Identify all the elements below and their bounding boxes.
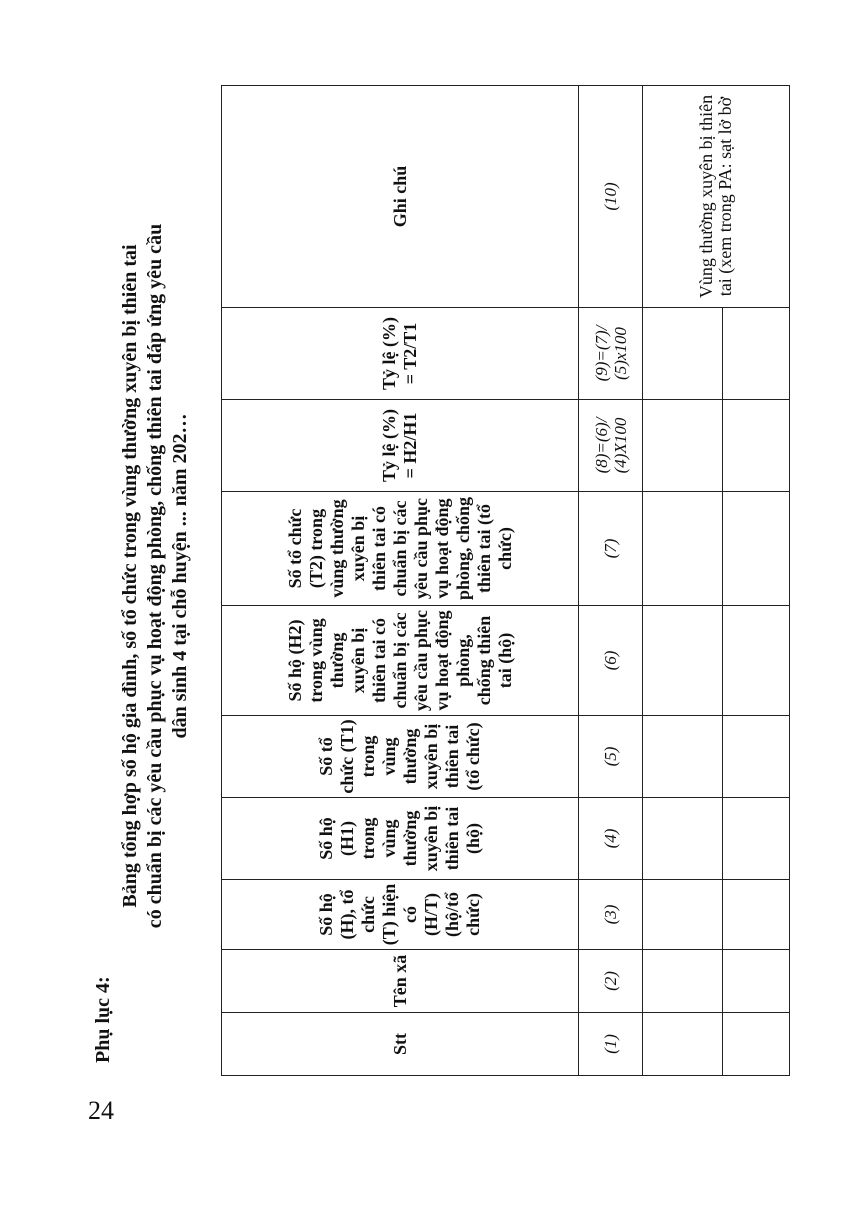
column-index: (4) [579, 798, 643, 880]
column-index: (9)=(7)/ (5)x100 [579, 308, 643, 400]
table-cell [723, 492, 790, 606]
column-index: (6) [579, 606, 643, 716]
table-row [643, 86, 723, 1076]
header-commune-name: Tên xã [222, 950, 579, 1013]
table-cell [723, 950, 790, 1013]
column-index-row [579, 86, 643, 1076]
title-line: Bảng tổng hợp số hộ gia đình, số tổ chức trong vùng thường xuyên bị thiên tai [119, 244, 141, 908]
column-index: (10) [579, 86, 643, 308]
header-notes: Ghi chú [222, 86, 579, 308]
header-ratio-h2-h1: Tỷ lệ (%) = H2/H1 [222, 400, 579, 492]
column-index: (3) [579, 880, 643, 950]
appendix-label: Phụ lục 4: [92, 976, 114, 1063]
header-total-households-orgs: Số hộ (H), tổ chức (T) hiện có (H/T) (hộ/tổ chức) [222, 880, 579, 950]
table-cell [643, 400, 723, 492]
table-cell [643, 950, 723, 1013]
table-cell [643, 798, 723, 880]
column-index: (7) [579, 492, 643, 606]
column-index: (2) [579, 950, 643, 1013]
title-line: có chuẩn bị các yêu cầu phục vụ hoạt động phòng, chống thiên tai đáp ứng yêu cầu [144, 223, 166, 929]
header-households-h1: Số hộ (H1) trong vùng thường xuyên bị thiên tai (hộ) [222, 798, 579, 880]
note-cell: Vùng thường xuyên bị thiên tai (xem trong PA: sạt lở bờ [643, 86, 790, 308]
header-organizations-t2: Số tổ chức (T2) trong vùng thường xuyên bị thiên tai có chuẩn bị các yêu cầu phục vụ hoạt động phòng, chống thiên tai (tổ chức) [222, 492, 579, 606]
header-row [222, 86, 579, 1076]
page-number: 24 [88, 1096, 114, 1125]
table-cell [643, 1013, 723, 1076]
header-organizations-t1: Số tổ chức (T1) trong vùng thường xuyên bị thiên tai (tổ chức) [222, 716, 579, 798]
table-cell [723, 880, 790, 950]
header-households-h2: Số hộ (H2) trong vùng thường xuyên bị thiên tai có chuẩn bị các yêu cầu phục vụ hoạt động phòng, chống thiên tai (hộ) [222, 606, 579, 716]
table-title [118, 116, 193, 1036]
column-index: (5) [579, 716, 643, 798]
heading [90, 76, 220, 1076]
table-cell [643, 606, 723, 716]
table-cell [723, 606, 790, 716]
table-cell [643, 880, 723, 950]
column-index: (1) [579, 1013, 643, 1076]
column-index: (8)=(6)/ (4)X100 [579, 400, 643, 492]
table-cell [723, 716, 790, 798]
header-ratio-t2-t1: Tỷ lệ (%) = T2/T1 [222, 308, 579, 400]
table-cell [643, 308, 723, 400]
table-cell [643, 492, 723, 606]
table-cell [723, 308, 790, 400]
rotated-landscape-content [90, 76, 780, 1076]
header-stt: Stt [222, 1013, 579, 1076]
table-cell [723, 1013, 790, 1076]
summary-table [221, 85, 790, 1076]
table-cell [723, 798, 790, 880]
table-cell [723, 400, 790, 492]
title-line: dân sinh 4 tại chỗ huyện ... năm 202… [169, 413, 191, 739]
table-cell [643, 716, 723, 798]
